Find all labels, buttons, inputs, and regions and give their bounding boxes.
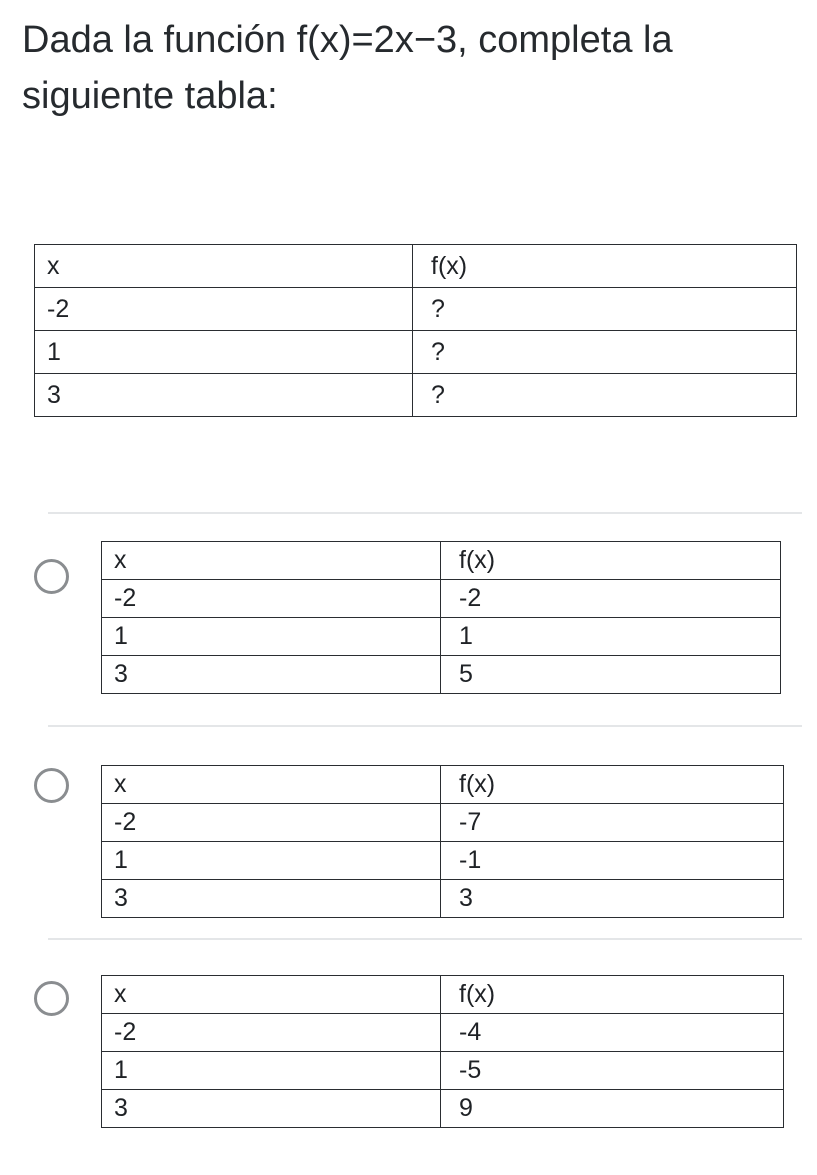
table-header-row [102, 976, 784, 1014]
cell-x: 3 [102, 1090, 441, 1128]
cell-x: 1 [102, 618, 441, 656]
cell-x: 3 [102, 656, 441, 694]
header-x: x [102, 976, 441, 1014]
table-row [102, 804, 784, 842]
option-divider [48, 938, 802, 940]
cell-x: 3 [35, 374, 413, 417]
option-divider [48, 512, 802, 514]
table-row [35, 288, 797, 331]
cell-x: 1 [102, 1052, 441, 1090]
cell-x: -2 [35, 288, 413, 331]
header-x: x [102, 542, 441, 580]
cell-x: -2 [102, 580, 441, 618]
cell-fx: -5 [441, 1052, 784, 1090]
option-c-table[interactable] [101, 975, 784, 1128]
table-row [35, 374, 797, 417]
cell-fx: -4 [441, 1014, 784, 1052]
option-b-table[interactable] [101, 765, 784, 918]
cell-x: 1 [35, 331, 413, 374]
cell-fx: -7 [441, 804, 784, 842]
cell-fx: -1 [441, 842, 784, 880]
cell-x: 1 [102, 842, 441, 880]
table-row [102, 1014, 784, 1052]
function-table [34, 244, 797, 417]
cell-x: -2 [102, 1014, 441, 1052]
table-header-row [102, 766, 784, 804]
header-fx: f(x) [413, 245, 797, 288]
header-fx: f(x) [441, 542, 781, 580]
cell-x: -2 [102, 804, 441, 842]
cell-fx: -2 [441, 580, 781, 618]
cell-x: 3 [102, 880, 441, 918]
table-row [102, 1052, 784, 1090]
table-row [102, 880, 784, 918]
table-row [35, 331, 797, 374]
question-text: Dada la función f(x)=2x−3, completa la siguiente tabla: [22, 19, 673, 117]
table-row [102, 618, 781, 656]
option-divider [48, 725, 802, 727]
option-b-radio[interactable] [34, 768, 69, 803]
table-header-row [102, 542, 781, 580]
cell-fx: ? [413, 374, 797, 417]
cell-fx: 3 [441, 880, 784, 918]
table-row [102, 656, 781, 694]
cell-fx: 1 [441, 618, 781, 656]
table-row [102, 1090, 784, 1128]
option-c-radio[interactable] [34, 981, 69, 1016]
header-x: x [102, 766, 441, 804]
cell-fx: 5 [441, 656, 781, 694]
header-fx: f(x) [441, 766, 784, 804]
table-header-row [35, 245, 797, 288]
header-x: x [35, 245, 413, 288]
cell-fx: ? [413, 288, 797, 331]
cell-fx: 9 [441, 1090, 784, 1128]
table-row [102, 842, 784, 880]
option-a-table[interactable] [101, 541, 781, 694]
option-a-radio[interactable] [34, 559, 69, 594]
table-row [102, 580, 781, 618]
header-fx: f(x) [441, 976, 784, 1014]
cell-fx: ? [413, 331, 797, 374]
